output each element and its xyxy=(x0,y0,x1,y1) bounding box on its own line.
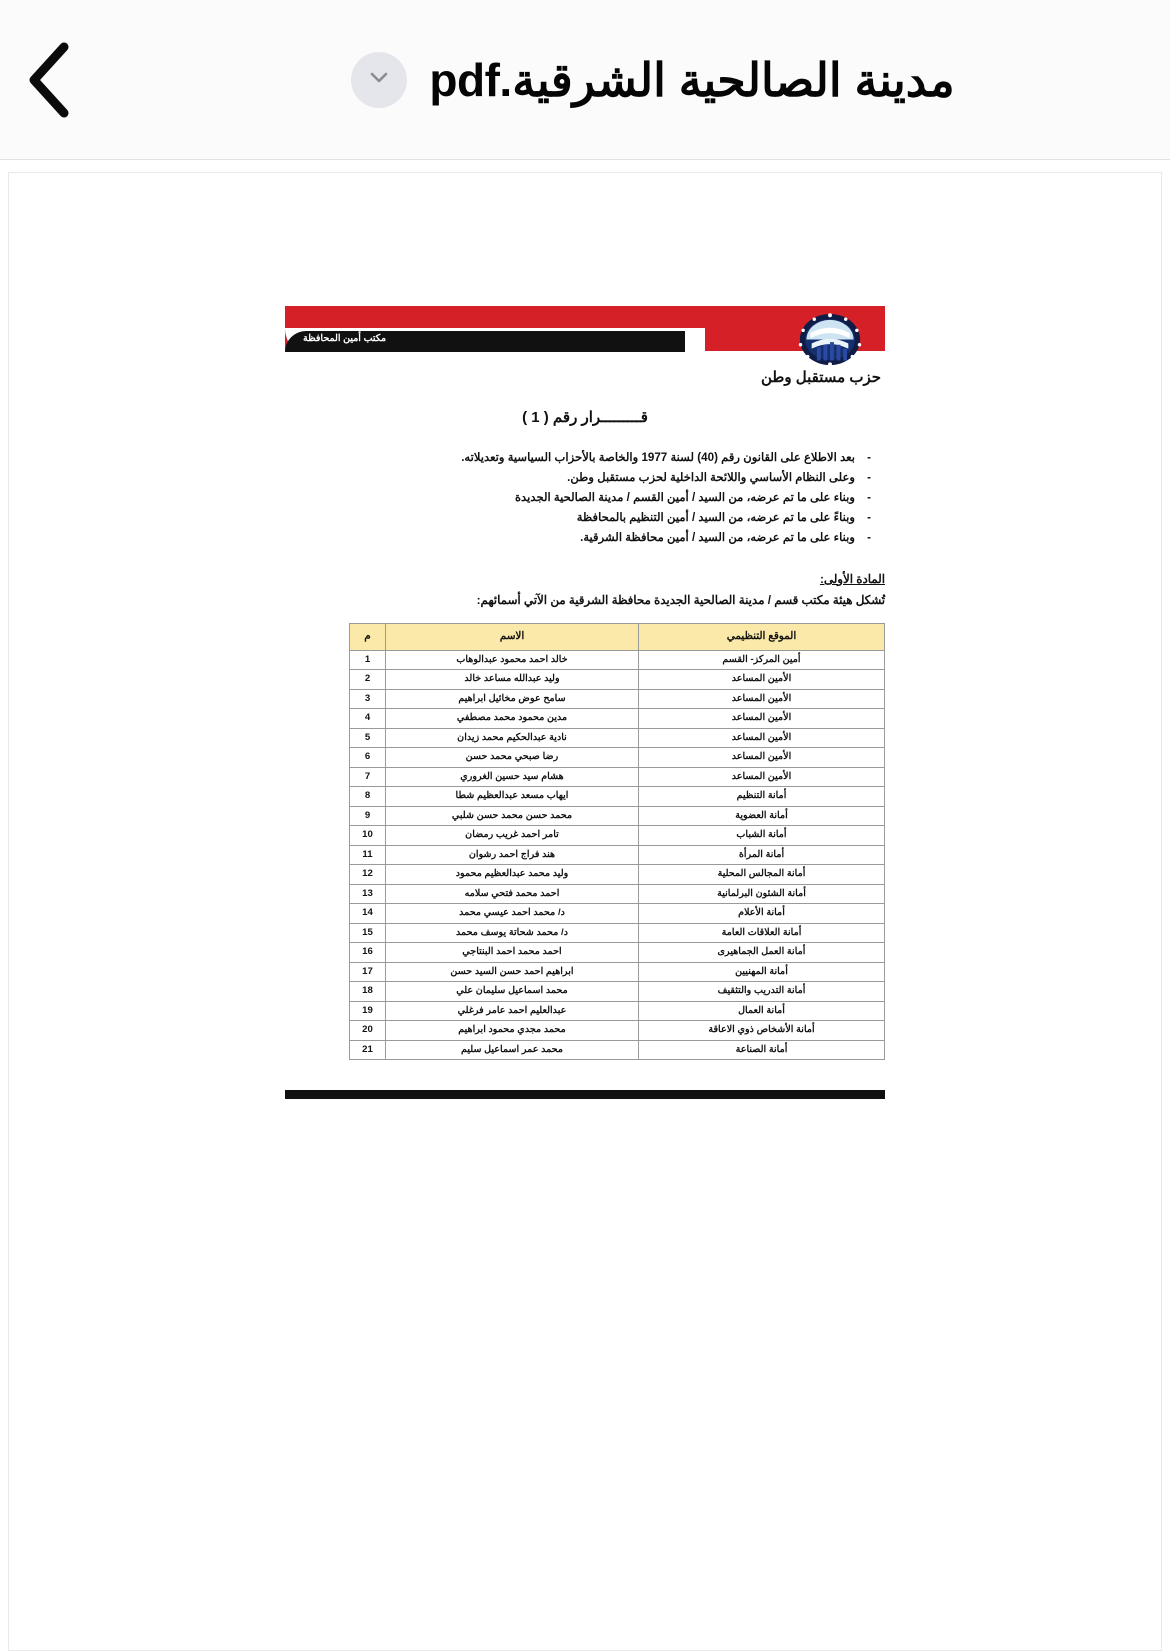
table-row xyxy=(350,943,885,963)
cell-number: 4 xyxy=(350,709,386,729)
letterhead-party-name: حزب مستقبل وطن xyxy=(760,369,881,386)
header-title-group xyxy=(96,52,1170,108)
cell-name: محمد عمر اسماعيل سليم xyxy=(386,1040,639,1060)
cell-number: 20 xyxy=(350,1021,386,1041)
table-row xyxy=(350,865,885,885)
cell-name: محمد اسماعيل سليمان علي xyxy=(386,982,639,1002)
cell-name: هشام سيد حسين الغروري xyxy=(386,767,639,787)
cell-name: وليد محمد عبدالعظيم محمود xyxy=(386,865,639,885)
cell-name: تامر احمد غريب رمضان xyxy=(386,826,639,846)
footer-rule xyxy=(285,1090,885,1099)
table-row xyxy=(350,884,885,904)
cell-name: د/ محمد شحاتة يوسف محمد xyxy=(386,923,639,943)
cell-position: أمانة التدريب والتثقيف xyxy=(639,982,885,1002)
cell-position: الأمين المساعد xyxy=(639,728,885,748)
cell-number: 8 xyxy=(350,787,386,807)
cell-number: 19 xyxy=(350,1001,386,1021)
cell-name: محمد حسن محمد حسن شلبي xyxy=(386,806,639,826)
cell-name: ابراهيم احمد حسن السيد حسن xyxy=(386,962,639,982)
decision-title: قـــــــــرار رقم ( 1 ) xyxy=(522,409,648,426)
cell-number: 2 xyxy=(350,670,386,690)
members-table xyxy=(349,623,885,1061)
table-row xyxy=(350,1021,885,1041)
preamble-item: - بعد الاطلاع على القانون رقم (40) لسنة 1977 والخاصة بالأحزاب السياسية وتعديلاته. xyxy=(295,448,871,468)
preamble-item: - وبناء على ما تم عرضه، من السيد / أمين القسم / مدينة الصالحية الجديدة xyxy=(295,488,871,508)
cell-position: أمانة العضوية xyxy=(639,806,885,826)
table-row xyxy=(350,904,885,924)
cell-position: أمانة الشباب xyxy=(639,826,885,846)
column-header-name: الاسم xyxy=(386,623,639,650)
cell-position: أمانة التنظيم xyxy=(639,787,885,807)
table-row xyxy=(350,962,885,982)
column-header-position: الموقع التنظيمي xyxy=(639,623,885,650)
members-table-body xyxy=(350,650,885,1060)
cell-name: احمد محمد احمد البنتاجي xyxy=(386,943,639,963)
table-row xyxy=(350,787,885,807)
cell-name: سامح عوض مخائيل ابراهيم xyxy=(386,689,639,709)
table-row xyxy=(350,650,885,670)
table-row xyxy=(350,1001,885,1021)
cell-number: 5 xyxy=(350,728,386,748)
cell-position: الأمين المساعد xyxy=(639,767,885,787)
preamble-item: - وبناء على ما تم عرضه، من السيد / أمين محافظة الشرقية. xyxy=(295,528,871,548)
letterhead xyxy=(285,298,885,388)
table-row xyxy=(350,1040,885,1060)
cell-number: 15 xyxy=(350,923,386,943)
cell-number: 14 xyxy=(350,904,386,924)
preamble-item: - وبناءً على ما تم عرضه، من السيد / أمين التنظيم بالمحافظة xyxy=(295,508,871,528)
cell-name: رضا صبحي محمد حسن xyxy=(386,748,639,768)
cell-position: الأمين المساعد xyxy=(639,689,885,709)
members-table-head xyxy=(350,623,885,650)
cell-position: أمانة الأعلام xyxy=(639,904,885,924)
cell-name: ايهاب مسعد عبدالعظيم شطا xyxy=(386,787,639,807)
column-header-number: م xyxy=(350,623,386,650)
cell-position: الأمين المساعد xyxy=(639,748,885,768)
cell-name: محمد مجدي محمود ابراهيم xyxy=(386,1021,639,1041)
table-row xyxy=(350,923,885,943)
cell-name: عبدالعليم احمد عامر فرغلي xyxy=(386,1001,639,1021)
letterhead-office-label: مكتب أمين المحافظة xyxy=(303,333,387,344)
cell-number: 9 xyxy=(350,806,386,826)
cell-number: 17 xyxy=(350,962,386,982)
members-table-wrapper xyxy=(285,623,885,1061)
cell-position: أمانة المهنيين xyxy=(639,962,885,982)
cell-position: أمين المركز- القسم xyxy=(639,650,885,670)
cell-number: 7 xyxy=(350,767,386,787)
cell-number: 13 xyxy=(350,884,386,904)
table-row xyxy=(350,767,885,787)
cell-number: 21 xyxy=(350,1040,386,1060)
cell-position: أمانة المجالس المحلية xyxy=(639,865,885,885)
cell-name: هند فراج احمد رشوان xyxy=(386,845,639,865)
cell-number: 10 xyxy=(350,826,386,846)
app-header xyxy=(0,0,1170,160)
back-button[interactable] xyxy=(0,0,96,160)
cell-position: أمانة العمال xyxy=(639,1001,885,1021)
table-row xyxy=(350,748,885,768)
cell-number: 16 xyxy=(350,943,386,963)
table-row xyxy=(350,826,885,846)
cell-number: 3 xyxy=(350,689,386,709)
cell-name: مدين محمود محمد مصطفي xyxy=(386,709,639,729)
cell-position: أمانة العلاقات العامة xyxy=(639,923,885,943)
cell-name: وليد عبدالله مساعد خالد xyxy=(386,670,639,690)
cell-number: 1 xyxy=(350,650,386,670)
pdf-page xyxy=(8,172,1162,1651)
cell-position: أمانة المرأة xyxy=(639,845,885,865)
cell-number: 18 xyxy=(350,982,386,1002)
chevron-down-icon xyxy=(366,64,392,95)
cell-name: د/ محمد احمد عيسي محمد xyxy=(386,904,639,924)
cell-position: الأمين المساعد xyxy=(639,709,885,729)
table-row xyxy=(350,982,885,1002)
cell-position: أمانة الصناعة xyxy=(639,1040,885,1060)
preamble-item: - وعلى النظام الأساسي واللائحة الداخلية لحزب مستقبل وطن. xyxy=(295,468,871,488)
pdf-viewer[interactable] xyxy=(0,160,1170,1651)
table-row xyxy=(350,709,885,729)
table-row xyxy=(350,670,885,690)
cell-number: 11 xyxy=(350,845,386,865)
table-row xyxy=(350,689,885,709)
cell-position: أمانة الأشخاص ذوي الاعاقة xyxy=(639,1021,885,1041)
document-body xyxy=(285,173,885,1099)
page-title: مدينة الصالحية الشرقية.pdf xyxy=(429,53,955,106)
cell-position: الأمين المساعد xyxy=(639,670,885,690)
cell-number: 12 xyxy=(350,865,386,885)
table-row xyxy=(350,806,885,826)
cell-position: أمانة الشئون البرلمانية xyxy=(639,884,885,904)
cell-name: نادية عبدالحكيم محمد زيدان xyxy=(386,728,639,748)
article-text: تُشكل هيئة مكتب قسم / مدينة الصالحية الجديدة محافظة الشرقية من الآتي أسمائهم: xyxy=(476,592,885,607)
party-eagle-seal-icon xyxy=(797,312,863,367)
chevron-left-icon xyxy=(26,42,70,118)
cell-position: أمانة العمل الجماهيرى xyxy=(639,943,885,963)
table-row xyxy=(350,845,885,865)
preamble-list xyxy=(295,448,871,548)
table-header-row xyxy=(350,623,885,650)
article-heading: المادة الأولى: xyxy=(819,571,885,586)
table-row xyxy=(350,728,885,748)
cell-name: احمد محمد فتحي سلامه xyxy=(386,884,639,904)
cell-name: خالد احمد محمود عبدالوهاب xyxy=(386,650,639,670)
cell-number: 6 xyxy=(350,748,386,768)
document-menu-button[interactable] xyxy=(351,52,407,108)
